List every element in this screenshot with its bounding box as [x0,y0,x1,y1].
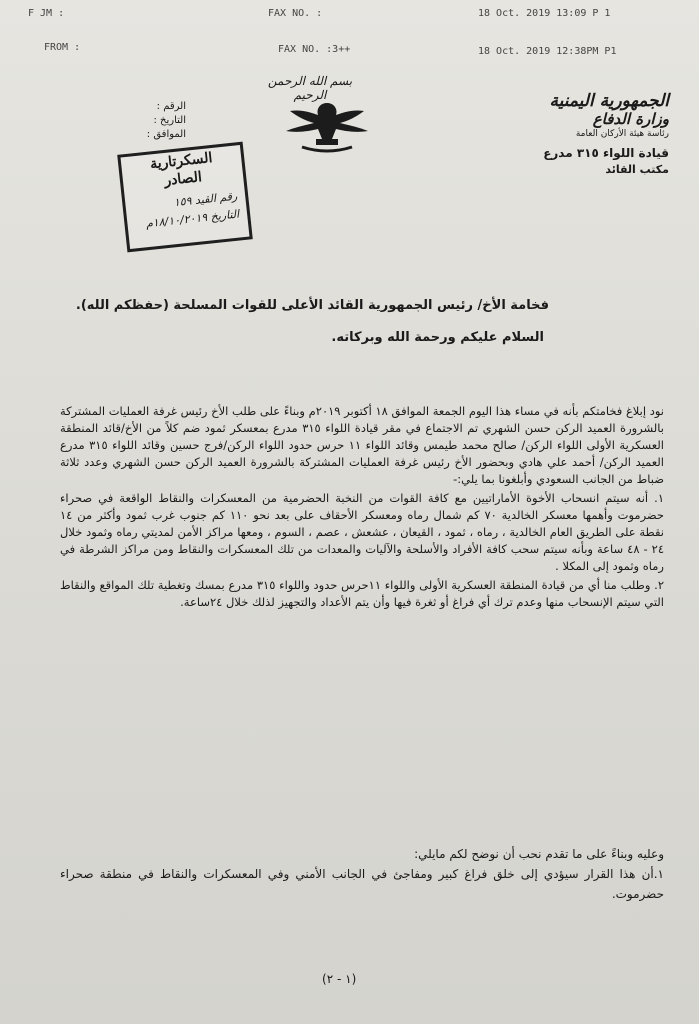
letterhead-staff: رئاسة هيئة الأركان العامة [575,129,669,139]
letterhead-ministry: وزارة الدفاع [592,110,669,128]
conclusion-lead: وعليه وبناءً على ما تقدم نحب أن نوضح لكم مايلي: [414,847,664,861]
greeting: السلام عليكم ورحمة الله وبركاته. [331,330,544,345]
letterhead [509,92,669,178]
conclusion-point-1: ١.أن هذا القرار سيؤدي إلى خلق فراغ كبير ومفاجئ في الجانب الأمني وفي المعسكرات والنقاط في منطقة صحراء حضرموت. [60,867,664,901]
stamp-date: التاريخ ١٨/١٠/٢٠١٩م [145,207,240,231]
fax-subheader-date: 18 Oct. 2019 12:38PM P1 [478,46,617,57]
fax-subheader-faxno: FAX NO. :3++ [278,44,351,55]
basmala: بسم الله الرحمن الرحيم [267,74,353,102]
letterhead-brigade: قيادة اللواء ٣١٥ مدرع [543,146,669,160]
body-intro: نود إبلاغ فخامتكم بأنه في مساء هذا اليوم الجمعة الموافق ١٨ أكتوبر ٢٠١٩م وبناءً على طلب الأخ رئيس غرفة العمليات المشتركة بالشرورة العميد الركن حسن الشهري تم الاجتماع في مقر قيادة اللواء ٣١٥ مدرع بمعسكر ثمود ضم كلاً من الأخ/قائد المنطقة العسكرية الأولى اللواء الركن/ صالح محمد طيمس وقائد اللواء ١١ حرس حدود اللواء الركن/فرج حسين وقائد اللواء ٣١٥ مدرع العميد الركن/ أحمد علي هادي وبحضور الأخ رئيس غرفة العمليات المشتركة بالشرورة العميد الركن حسن الشهري وعدد ثلاثة ضباط من الجانب السعودي وأبلغونا بما يلي:- [60,404,664,486]
fax-header-faxno: FAX NO. : [268,8,323,19]
body-item-1: ١. أنه سيتم انسحاب الأخوة الأماراتيين مع كافة القوات من النخبة الحضرمية من المعسكرات والنقاط الواقعة في صحراء حضرموت وأهمها معسكر الخالدية ٧٠ كم شمال رماه ومعسكر الأحقاف على بعد نحو ١١٠ كم جنوب غرب ثمود وأكثر من ١٤ نقطة على الطريق العام الخالدية ، رماه ، ثمود ، القيعان ، عشعش ، عصم ، السوم ، ومعها مراكز الأمن لمديتي رماه وثمود خلال ٢٤ - ٤٨ ساعة وبأنه سيتم سحب كافة الأفراد والأسلحة والآليات والمعدات من تلك المعسكرات والنقاط ومن مراكز الشرطة في رماه وثمود إلى المكلا . [60,491,665,573]
fax-header-date: 18 Oct. 2019 13:09 P 1 [478,8,611,19]
page-number: (١ - ٢) [322,972,357,986]
reference-block [96,100,186,142]
body-item-2: ٢. وطلب منا أي من قيادة المنطقة العسكرية الأولى واللواء ١١حرس حدود واللواء ٣١٥ مدرع بمسك وتغطية تلك المواقع والنقاط التي سيتم الإنسحاب منها وعدم ترك أي فراغ أو ثغرة فيها وأن يتم الأعداد والتجهيز لذلك خلال ٢٤ساعة. [60,578,664,609]
yemen-eagle-emblem-icon [272,95,382,155]
letter-body [60,403,664,611]
salutation: فخامة الأخ/ رئيس الجمهورية القائد الأعلى للقوات المسلحة (حفظكم الله). [75,298,549,313]
fax-header-from: F JM : [28,8,65,19]
letterhead-country: الجمهورية اليمنية [549,91,669,111]
reference-date-label: التاريخ : [153,115,186,126]
letterhead-office: مكتب القائد [605,163,669,176]
reference-number-label: الرقم : [156,101,186,112]
stamp-number: رقم القيد ١٥٩ [173,189,238,210]
stamp-outgoing: الصادر [163,169,203,190]
reference-hijri-label: الموافق : [146,129,186,140]
conclusion [60,844,664,904]
fax-subheader-from: FROM : [44,42,81,53]
stamp-secretariat: السكرتارية [149,149,214,173]
outgoing-stamp [117,142,253,253]
